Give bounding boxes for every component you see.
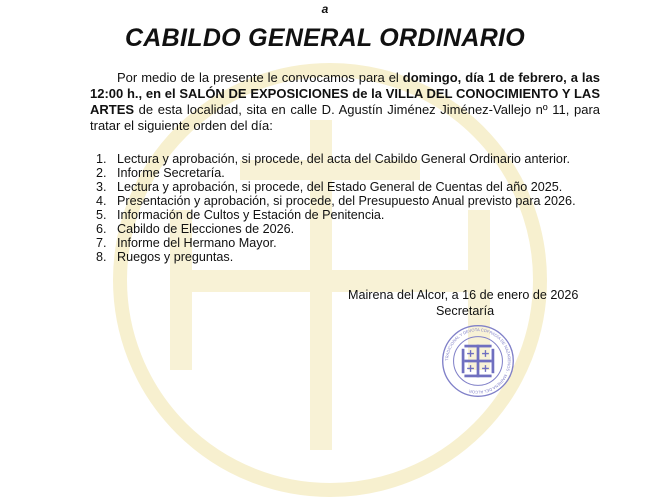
agenda-text: Lectura y aprobación, si procede, del acta del Cabildo General Ordinario anterior. — [117, 152, 570, 166]
agenda-text: Informe Secretaría. — [117, 166, 225, 180]
agenda-number: 5. — [96, 208, 107, 222]
agenda-text: Ruegos y preguntas. — [117, 250, 234, 264]
agenda-item — [96, 166, 576, 180]
agenda-text: Presentación y aprobación, si procede, del Presupuesto Anual previsto para 2026. — [117, 194, 576, 208]
intro-text: Por medio de la presente le convocamos para el — [117, 70, 403, 85]
document-title: CABILDO GENERAL ORDINARIO — [124, 24, 526, 52]
agenda-number: 3. — [96, 180, 107, 194]
agenda-number: 8. — [96, 250, 107, 264]
convocation-paragraph — [90, 70, 600, 134]
superscript-a: a — [321, 2, 329, 16]
brotherhood-stamp — [440, 323, 516, 399]
agenda-text: Cabildo de Elecciones de 2026. — [117, 222, 295, 236]
agenda-text: Información de Cultos y Estación de Penitencia. — [117, 208, 385, 222]
agenda-number: 4. — [96, 194, 107, 208]
agenda-item — [96, 180, 576, 194]
agenda-item — [96, 194, 576, 208]
agenda-item — [96, 250, 576, 264]
agenda-item — [96, 236, 576, 250]
agenda-list — [96, 152, 576, 264]
agenda-text: Lectura y aprobación, si procede, del Estado General de Cuentas del año 2025. — [117, 180, 563, 194]
place-date: Mairena del Alcor, a 16 de enero de 2026 — [348, 288, 579, 302]
agenda-item — [96, 208, 576, 222]
agenda-number: 7. — [96, 236, 107, 250]
agenda-number: 6. — [96, 222, 107, 236]
event-details: domingo, día 1 de febrero, a las 12:00 h., en el SALÓN DE EXPOSICIONES de la VILLA DEL CONOCIMIENTO Y LAS ARTES — [90, 70, 601, 117]
stamp-ring-text: TRADICIONAL Y DEVOTA COFRADÍA DE NAZARENOS · MAIRENA DEL ALCOR — [444, 327, 512, 395]
agenda-item — [96, 222, 576, 236]
location-text: de esta localidad, sita en calle D. Agustín Jiménez Jiménez-Vallejo nº 11, para tratar el siguiente orden del día: — [90, 102, 600, 133]
agenda-item — [96, 152, 576, 166]
agenda-number: 1. — [96, 152, 107, 166]
signatory-role: Secretaría — [436, 304, 495, 318]
agenda-number: 2. — [96, 166, 107, 180]
agenda-text: Informe del Hermano Mayor. — [117, 236, 277, 250]
